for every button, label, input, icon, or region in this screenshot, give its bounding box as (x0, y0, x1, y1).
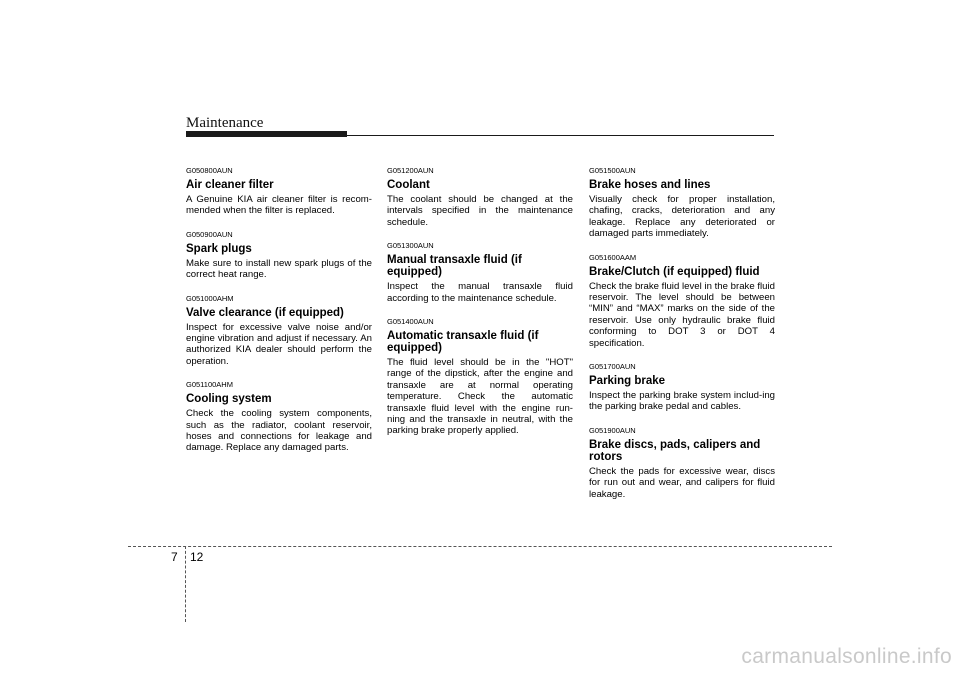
section-code: G051200AUN (387, 166, 434, 175)
section-code: G051300AUN (387, 241, 434, 251)
section-body: The coolant should be changed at the intervals specified in the maintenance schedule. (387, 194, 573, 228)
section-body: Check the pads for excessive wear, discs for run out and wear, and calipers for fluid leakage. (589, 465, 775, 500)
section-parking-brake (589, 362, 775, 413)
section-body: The fluid level should be in the "HOT" range of the dipstick, after the engine and transaxle are at normal operating temperature. Check the automatic transaxle fluid level with the engine run-ning and the transaxle in neutral, with the parking brake properly applied. (387, 357, 573, 437)
footer-rule (128, 546, 832, 547)
section-cooling-system (186, 380, 372, 454)
chapter-number: 7 (171, 550, 178, 564)
header-title: Maintenance (186, 115, 264, 131)
section-title: Manual transaxle fluid (if equipped) (387, 254, 522, 279)
section-coolant (387, 166, 573, 228)
header-rule-thin (347, 135, 774, 136)
watermark: carmanualsonline.info (741, 645, 952, 668)
section-body: Visually check for proper installation, chafing, cracks, deterioration and any leakage. Replace any deteriorated or damaged parts immediately. (589, 194, 775, 240)
section-manual-transaxle-fluid (387, 241, 573, 304)
section-title: Coolant (387, 179, 430, 191)
section-automatic-transaxle-fluid (387, 317, 573, 437)
section-brake-clutch-fluid (589, 253, 775, 349)
section-title: Spark plugs (186, 242, 252, 255)
column-right (589, 166, 775, 513)
section-title: Brake hoses and lines (589, 179, 711, 191)
section-title: Brake discs, pads, calipers and rotors (589, 438, 761, 463)
section-body: Make sure to install new spark plugs of the correct heat range. (186, 257, 372, 281)
header-rule-thick (186, 131, 347, 137)
section-spark-plugs (186, 230, 372, 281)
section-code: G051700AUN (589, 362, 636, 372)
section-title: Brake/Clutch (if equipped) fluid (589, 265, 760, 278)
section-title: Air cleaner filter (186, 179, 274, 191)
section-body: A Genuine KIA air cleaner filter is recom-mended when the filter is replaced. (186, 194, 372, 217)
section-brake-hoses-and-lines (589, 166, 775, 240)
column-left (186, 166, 372, 467)
section-code: G051000AHM (186, 293, 234, 303)
section-code: G051100AHM (186, 380, 233, 390)
section-code: G051900AUN (589, 425, 636, 435)
section-title: Parking brake (589, 375, 666, 388)
section-valve-clearance (186, 294, 372, 368)
section-body: Inspect the manual transaxle fluid according to the maintenance schedule. (387, 281, 573, 304)
footer-divider (185, 546, 186, 622)
section-body: Inspect the parking brake system includ-ing the parking brake pedal and cables. (589, 390, 775, 413)
section-code: G050800AUN (186, 166, 233, 175)
section-title: Automatic transaxle fluid (if equipped) (387, 330, 539, 355)
page-number: 12 (190, 550, 204, 564)
section-air-cleaner-filter (186, 166, 372, 217)
section-code: G051400AUN (387, 317, 434, 327)
section-code: G051600AAM (589, 252, 637, 262)
section-body: Check the brake fluid level in the brake fluid reservoir. The level should be between “MIN” and “MAX” marks on the side of the reservoir. Use only hydraulic brake fluid conforming to DOT 3 or DOT 4 specification. (589, 280, 775, 349)
section-brake-discs-pads-calipers (589, 426, 775, 500)
section-body: Inspect for excessive valve noise and/or engine vibration and adjust if necessary. An authorized KIA dealer should perform the operation. (186, 321, 372, 367)
section-body: Check the cooling system components, such as the radiator, coolant reservoir, hoses and connections for leakage and damage. Replace any damaged parts. (186, 408, 372, 454)
section-title: Valve clearance (if equipped) (186, 306, 344, 319)
section-code: G050900AUN (186, 229, 233, 239)
column-middle (387, 166, 573, 450)
section-title: Cooling system (186, 393, 272, 406)
section-code: G051500AUN (589, 166, 636, 175)
